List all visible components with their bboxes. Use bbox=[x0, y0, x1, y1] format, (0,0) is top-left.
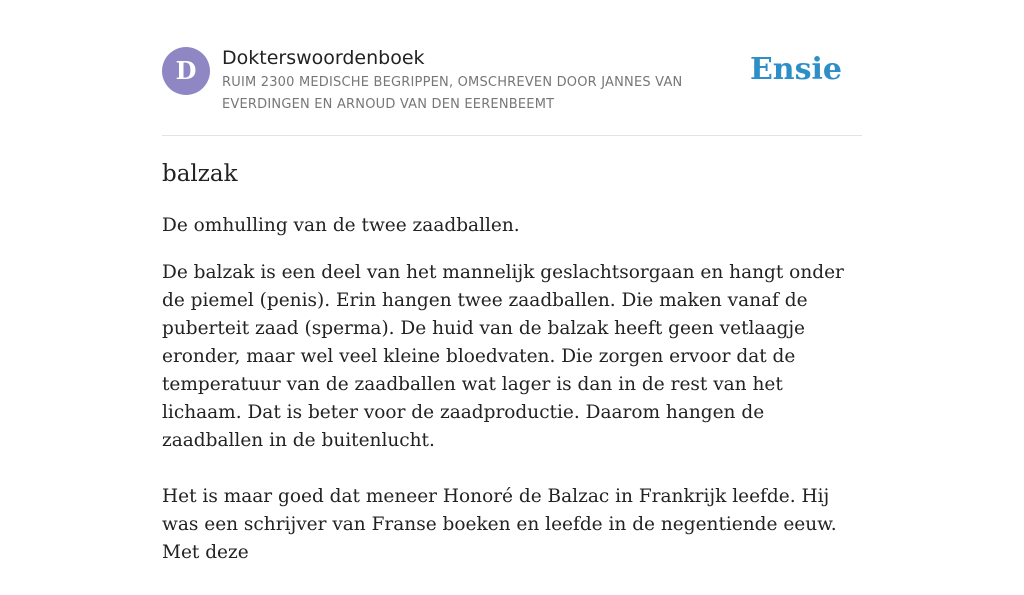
dictionary-header bbox=[162, 0, 862, 136]
dictionary-avatar[interactable]: D bbox=[162, 47, 210, 95]
entry-term: balzak bbox=[162, 161, 238, 187]
entry-body bbox=[162, 259, 862, 595]
page-container bbox=[162, 0, 862, 563]
dictionary-title-link[interactable]: Dokterswoordenboek bbox=[222, 47, 425, 69]
ensie-logo-link[interactable]: Ensie bbox=[749, 52, 842, 87]
dictionary-subtitle: RUIM 2300 MEDISCHE BEGRIPPEN, OMSCHREVEN DOOR JANNES VAN EVERDINGEN EN ARNOUD VAN DEN EERENBEEMT bbox=[222, 75, 683, 112]
entry-paragraph: Het is maar goed dat meneer Honoré de Balzac in Frankrijk leefde. Hij was een schrijver van Franse boeken en leefde in de negentiende eeuw. Met deze bbox=[162, 486, 837, 563]
entry-paragraph: De balzak is een deel van het mannelijk geslachtsorgaan en hangt onder de piemel (penis). Erin hangen twee zaadballen. Die maken vanaf de puberteit zaad (sperma). De huid van de balzak heeft geen vetlaagje eronder, maar wel veel kleine bloedvaten. Die zorgen ervoor dat de temperatuur van de zaadballen wat lager is dan in de rest van het lichaam. Dat is beter voor de zaadproductie. Daarom hangen de zaadballen in de buitenlucht. bbox=[162, 262, 844, 451]
entry-summary: De omhulling van de twee zaadballen. bbox=[162, 215, 520, 236]
